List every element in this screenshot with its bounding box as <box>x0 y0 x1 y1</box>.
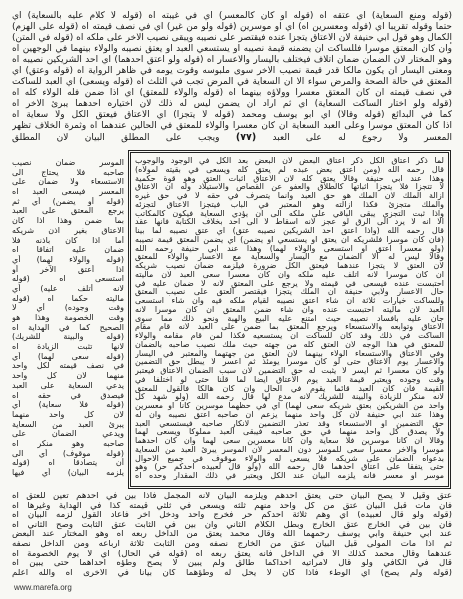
margin-note-line: صاحبه وهو منكر اه <box>12 438 124 448</box>
margin-note-line: المعسر فيسعى العبد اه <box>12 187 124 197</box>
header-line: اذا كان المعتق موسرا وعلى العبد السعاية ان كان معسرا والولاء للمعتق في الحالين عندهما اه وثمرة الخلاف تظهر <box>12 121 452 131</box>
margin-note-line: الاعتاق بغير اذن شريكه <box>12 225 124 235</box>
margin-note-line: بما ضمن وهذا اذا كان <box>12 216 124 226</box>
margin-note-line: لانها تثبت الزيادة اه <box>12 342 124 352</box>
margin-note-line: الموسر ضمان نصيب <box>12 158 124 167</box>
margin-note-line: صاحبه فلا يحتاج الى <box>12 167 124 177</box>
main-text-line: بدعواه الضمان على شريكه فلا يسعى له والولاء موقوف في جميع الاحوال <box>135 454 444 463</box>
bottom-line: عتق وقيل لا يصح البيان حتى يعتق أحدهم ويلزمه البيان لانه المجمل فاذا بين في أحدهم تعين للعتق اه <box>12 492 452 501</box>
main-text-line: قال رحمه الله (ومن أعتق بعض عبده لم يعتق كله ويسعى في بقيته لمولاه) <box>135 165 444 174</box>
margin-note-line: (قوله والولاء لهما) أي <box>12 254 124 264</box>
main-text-line: (فان كان موسرا فلشريكه أن يعتق أو يستسعي أو يضمن) أي يضمن المعتق قيمة نصيبه <box>135 235 444 244</box>
main-text-line: وهذا عند أبي حنيفة لان كل واحد منهما يزعم أن صاحبه أعتق نصيبه وأن له <box>135 410 444 419</box>
header-line: (قوله ومنع السعاية) أي عتقه اه (قوله أو كان كالمعسر) أي في غيبته اه (قوله لا كلام عليه بالسعاية) أي <box>12 11 452 21</box>
page-number: (٧٧) <box>235 132 257 143</box>
main-text-line: العبد لان ماليته احتبست عنده وان شاء ضمن المعتق ان كان موسرا لانه <box>135 305 444 314</box>
header-last-line-start: المعسر ولا رجوع له على العبد <box>272 133 452 143</box>
header-last-line <box>12 132 452 143</box>
header-line: في نصف قيمته ان كان المعتق معسرا وولاؤه بينهما اه (قوله والولاء للمعتق) أي اذا ضمن فله الولاء كله اه <box>12 88 452 98</box>
margin-note-line: ويدعي الضمان على <box>12 429 124 439</box>
margin-note-line: وقت وجوده) أي لا <box>12 303 124 313</box>
main-text-line: موسر أو معسر فانه يلزمه البيان عند الكل ويعتبر في ذلك المقدار وحده اه <box>135 472 444 480</box>
main-text-line: وقالا ان كانا موسرين فلا سعاية وان كانا معسرين سعى لهما وان كان أحدهما <box>135 437 444 445</box>
main-text-box <box>128 150 451 489</box>
main-text-line: القيمة فان كان العبد قائما يقوم في الحال وان كان هالكا فالقول للمعتق <box>135 384 444 393</box>
header-line: الكمال وهو قول أبي حنيفة لان الاعتاق يتجزأ عنده فيقتصر على نصيبه ويبقى نصيب الآخر على ملكه اه (قوله في المتن) <box>12 33 452 43</box>
bottom-lines <box>12 492 452 578</box>
main-text-line: الساكت في ذلك وقد كان للساكت أن يستسعيه فكذا لمن قام مقامه والولاء <box>135 332 444 340</box>
main-text-line: الاعتاق وتوابعه والاستسعاء ويرجع المعتق بما ضمن على العبد لانه قام مقام <box>135 323 444 332</box>
margin-note-line: أن يتصادقا اه (قوله <box>12 458 124 468</box>
main-text-line: وقت وجوده ويعتبر قيمة العبد يوم الاعتاق أيضا لما قلنا حتى لو اختلفا في <box>135 375 444 384</box>
header-line: (قوله ولو اختار الساكت السعاية) أي ثم أراد أن يضمن ليس له ذلك لان اختياره أحدهما يبرئ الآخر اه <box>12 99 452 109</box>
margin-note-line: فيصدق في حقه اه <box>12 390 124 400</box>
header-line: وان كان المعتق موسرا فللساكت أن يضمنه قيمة نصيبه أو يستسعي العبد أو يعتق نصيبه والولاء بينهما في الوجهين اه <box>12 44 452 54</box>
margin-note-line: اذا أعتق الآخر أو <box>12 264 124 274</box>
header-commentary-block <box>12 11 452 143</box>
margin-note-line: استسعى اه (قوله <box>12 274 124 284</box>
main-text-line: لما ذكر اعتاق الكل ذكر اعتاق البعض لان البعض بعد الكل في الوجود والوجوب <box>135 157 444 165</box>
header-lines <box>12 11 452 132</box>
margin-note-line: (قوله والبينة للشريك) <box>12 332 124 342</box>
margin-notes-lines <box>12 158 124 478</box>
main-text-line: ان كان موسرا لانه أتلف عليه ملكه وان كان معسرا سعى العبد لان ماليته <box>135 270 444 279</box>
main-text-line: ازالة الملك لان الملك هو حق العبد وانما يتصرف في حقه لا في حق غيره <box>135 192 444 200</box>
margin-note-line: ضمان عليه اتفاقا اه <box>12 245 124 255</box>
footer-url: www.marefa.org <box>14 583 72 592</box>
header-line: كما في البدائع (قوله وقالا) أي أبو يوسف ومحمد (قوله لا يتجزأ) أي الاعتاق فيعتق الكل ولا سعاية اه <box>12 110 452 120</box>
bottom-line: (قوله ولم يصح) أي الوطء فاذا كان لا يحل له وطؤهما كان بيانا في الاخرى اه والله أعلم <box>12 568 452 578</box>
margin-note-line: (قوله موقوف) أي الى <box>12 448 124 458</box>
margin-note-line: لانه أتلف عليه) أي <box>12 283 124 293</box>
bottom-line: عندهما وقال محمد كذلك الا في الداخل فانه يعتق ربعه اه (قوله في الحال) أي لا يوم الخصومة اه <box>12 549 452 559</box>
main-text-line: ولو كان معسرا ثم أيسر لا يثبت له حق التضمين لان سبب الضمان الاعتاق فيعتبر <box>135 367 444 375</box>
margin-note-line: يلزمه البيان) أي فيها <box>12 468 124 477</box>
margin-note-line: يبرئ العبد من السعاية <box>12 419 124 429</box>
main-text-line: احتبست عنده فيسعى في قيمته ولا يرجع على المعتق لانه لا ضمان عليه في <box>135 279 444 288</box>
main-text-line: حتى يتفقا على اعتاق أحدهما قال رحمه الله (ولو قال لعبيده أحدكم حر) وهو <box>135 463 444 472</box>
margin-note-line: وقت الخصومة وهذا هو <box>12 313 124 322</box>
margin-note-line: (قوله أو يضمن) أي ثم <box>12 196 124 206</box>
margin-note-line: لان كل واحد منهما <box>12 409 124 419</box>
margin-note-line: ماليته حكما اه (قوله <box>12 293 124 303</box>
main-text-line: حق التضمين أو الاستسعاء وقد تعذر التضمين لانكار صاحبه فيستسعي العبد <box>135 419 444 428</box>
margin-note-line: يدعي السعاية على العبد <box>12 380 124 390</box>
main-text-line: موسرا والآخر معسرا سعى للموسر دون المعسر لان الموسر يبرئ العبد من السعاية <box>135 445 444 454</box>
margin-note-line: منهما لان كل واحد <box>12 371 124 381</box>
main-text-line: للمعتق في هذا الوجه لان العتق كله من جهته حيث ملك نصيب صاحبه بالضمان <box>135 340 444 349</box>
margin-note-line: يرجع المعتق على العبد <box>12 206 124 216</box>
main-text-line: جان عليه بافساد نصيبه حيث امتنع عليه البيع والهبة ونحو ذلك مما سوى <box>135 314 444 323</box>
bottom-line: عند أبي حنيفة وأبي يوسف رحمهما الله وقال محمد يعتق من الداخل ربعه اه وهو المختار عند البعض <box>12 530 452 540</box>
main-text-line: وقالا ليس له الا الضمان مع اليسار والسعاية مع الاعسار والولاء للمعتق <box>135 253 444 262</box>
header-last-line-end: ويجب على المطلق البيان لان المطلق <box>12 133 220 143</box>
bottom-line: ثم اذا مات المولى قبل البيان عتق من الخارج نصفه ومن الثابت ثلاثة أرباعه ومن الداخل نصفه <box>12 539 452 549</box>
main-text-line: ولا يصدق كل واحد منهما في حق صاحبه فيبقى العبد مملوكا ويسعى لهما <box>135 428 444 437</box>
margin-note-line: (قوله سعى لهما) أي <box>12 351 124 361</box>
margin-note-line: أما اذا كان باذنه فلا <box>12 235 124 245</box>
main-text-line: (ولو معسرا أعتق أو استسعى والولاء لهما) وهذا عند أبي حنيفة رحمه الله <box>135 244 444 253</box>
main-text-line: قال رحمه الله (واذا أعتق أحد الشريكين نصيبه عتق) أي عتق نصيبه لما بينا <box>135 227 444 235</box>
main-text-line: والملك متجزئ فكذا ازالته وهو المعتبر في الباب فيتجزأ الاعتاق لتجزئه <box>135 200 444 209</box>
main-text-line: واذا ثبت التجزي يبقى الباقي على ملكه الى أن يؤدي السعاية فيكون كالمكاتب <box>135 209 444 218</box>
margin-note-line: في نصف قيمته لكل واحد <box>12 361 124 371</box>
header-line: ومعنى اليسار أن يكون مالكا قدر قيمة نصيب الآخر سوى ملبوسه وقوت يومه في ظاهر الرواية اه (قوله وعتق) أي <box>12 66 452 76</box>
margin-note-line: الاستسعاء ولا ضمان على <box>12 177 124 187</box>
main-text-line: لانه منكر للزيادة والبينة للشريك لانه مدع لها قال رحمه الله (ولو شهد كل <box>135 393 444 402</box>
header-line: حتما وقوله تقريبا أي (قوله ومعسرين اه) أي أو موسرين (قوله ولو من غير) أي في نصف قيمته اه (قوله على الهزم) <box>12 22 452 32</box>
header-line: وهو المختار لان الضمان ضمان اتلاف فيختلف باليسار والاعسار اه (قوله ولو أعتق أحدهما) أي أحد الشريكين نصيبه اه <box>12 55 452 65</box>
main-text-line: لا تتجزأ فلا يتجزأ اثباتها كالطلاق والعفو عن القصاص والاستيلاد وله أن الاعتاق <box>135 183 444 192</box>
main-text-lines <box>135 157 444 481</box>
margin-notes-column <box>12 158 124 478</box>
bottom-line: قال في الكافي ولو قال لامرأتيه احداكما طالق ولم يبين لا يصح وطؤه احداهما حتى يبين اه <box>12 559 452 569</box>
main-text-line: لان العتق لا يتجزأ عندهما فيعتق الكل ضرورة فيلزمه ضمان نصيب شريكه <box>135 262 444 270</box>
bottom-line: (قوله ولو قال لعبيده) أي وهم ثلاثة أحدكم حر فخرج واحد ودخل آخر فأعاد القول لزمه البيان اه <box>12 511 452 521</box>
main-text-line: وهذا عند أبي حنيفة وقالا يعتق كله لان الاعتاق اثبات العتق وهو قوة حكمية <box>135 174 444 183</box>
main-text-line: وللساكت خيارات ثلاثة ان شاء أعتق نصيبه لقيام ملكه فيه وان شاء استسعى <box>135 297 444 305</box>
margin-note-line: الصحيح كما في الهداية اه <box>12 322 124 332</box>
header-line: المعتق في حالة الصحة والمرض سواء الا أن السعاية في المرض تجب في الثلث اه (قوله ويسعى) أي العبد للساكت <box>12 77 452 87</box>
margin-note-line: (قوله فلا سعاية) أي <box>12 400 124 410</box>
bottom-line: فان بين في الخارج عتق الخارج وبطل الكلام الثاني وان بين في الثابت عتق الثابت وصح الثاني اه <box>12 520 452 530</box>
main-text-line: الا أنه لا يرد الى الرق لو عجز لانه اسقاط لا الى أحد بخلاف الكتابة فانها عقد <box>135 218 444 227</box>
bottom-commentary-block <box>12 492 452 578</box>
bottom-line: فان مات قبل البيان عتق من كل واحد منهم ثلثه ويسعى في ثلثي قيمته كذا في الهداية وغيرها اه <box>12 501 452 511</box>
main-text-line: وفي الاعتاق والاستسعاء الولاء بينهما لان العتق من جهتهما والمعتبر في اليسار <box>135 349 444 358</box>
main-text-line: واحد من الشريكين بعتق شريكه سعى لهما) أي في حظهما موسرين كانا أو معسرين <box>135 402 444 410</box>
main-text-line: حال الاعسار ولابي حنيفة أن الملك يتجزأ فيقتصر العتق على نصيب المعتق <box>135 288 444 297</box>
main-text-line: والاعسار يوم الاعتاق حتى لو كان موسرا يومئذ ثم أعسر لا يبطل حق التضمين <box>135 358 444 367</box>
